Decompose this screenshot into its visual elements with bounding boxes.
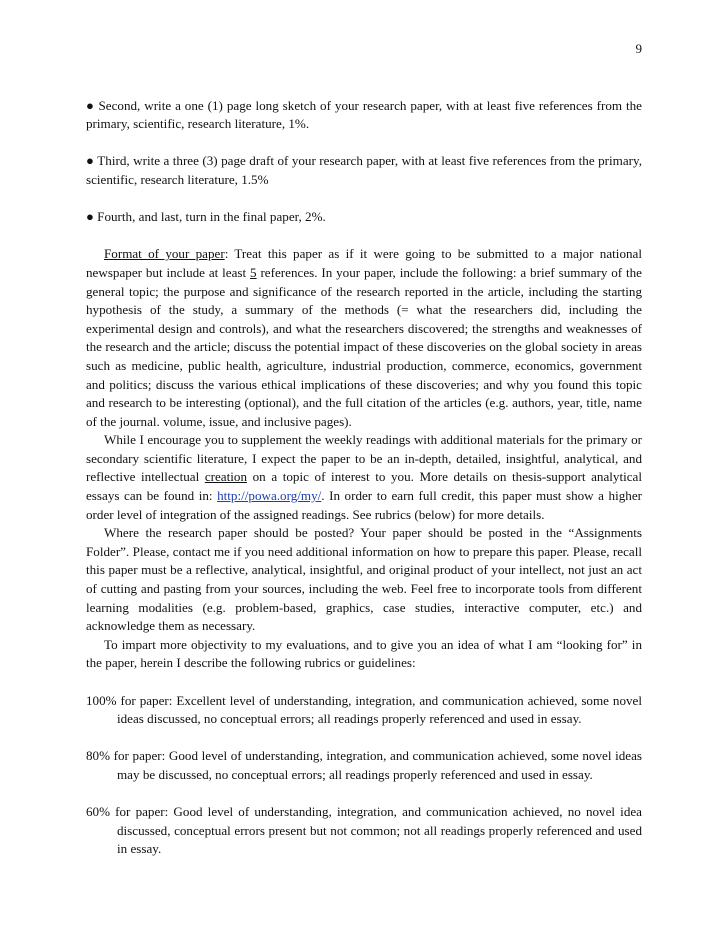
rubric-60: 60% for paper: Good level of understanding, integration, and communication achieved, no novel idea discussed, conceptual errors present but not common; not all readings properly referenced and used in essay. bbox=[86, 804, 642, 857]
format-paragraph bbox=[86, 245, 642, 431]
bullet-second: ● Second, write a one (1) page long sketch of your research paper, with at least five references from the primary, scientific, research literature, 1%. bbox=[86, 97, 642, 132]
bullet-third: ● Third, write a three (3) page draft of your research paper, with at least five references from the primary, scientific, research literature, 1.5% bbox=[86, 153, 642, 187]
bullet-fourth: ● Fourth, and last, turn in the final paper, 2%. bbox=[86, 209, 326, 225]
encourage-paragraph bbox=[86, 431, 642, 524]
reference-count: 5 bbox=[250, 264, 257, 280]
powa-link[interactable]: http://powa.org/my/ bbox=[217, 488, 322, 504]
encourage-text-b: on a topic of interest to you. More details on thesis-support analytical essays can be found in: bbox=[86, 469, 642, 504]
encourage-text-c: . In order to earn full credit, this paper must show a higher order level of integration of the assigned readings. See rubrics (below) for more details. bbox=[86, 488, 642, 522]
objectivity-paragraph: To impart more objectivity to my evaluations, and to give you an idea of what I am “looking for” in the paper, herein I describe the following rubrics or guidelines: bbox=[86, 636, 642, 671]
format-heading: Format of your paper bbox=[104, 246, 225, 262]
format-text-b: references. In your paper, include the following: a brief summary of the general topic; the purpose and significance of the research reported in the article, including the starting hypothesis of the study, a summary of the methods (= what the researchers did, including the experimental design and controls), and what the researchers discovered; the strengths and weaknesses of the research and the article; discuss the potential impact of these discoveries on the global society in areas such as medicine, public health, agriculture, industrial production, commerce, economics, government and politics; discuss the various ethical implications of these discoveries; and why you found this topic and research to be interesting (optional), and the full citation of the articles (e.g. authors, year, title, name of the journal. volume, issue, and inclusive pages). bbox=[86, 264, 642, 429]
rubric-80: 80% for paper: Good level of understanding, integration, and communication achieved, some novel ideas may be discussed, no conceptual errors; all readings properly referenced and used in essay. bbox=[86, 748, 642, 782]
page-number: 9 bbox=[635, 41, 642, 56]
format-text-a: : Treat this paper as if it were going to be submitted to a major national newspaper but include at least bbox=[86, 246, 642, 280]
creation-word: creation bbox=[204, 469, 247, 485]
rubric-100: 100% for paper: Excellent level of understanding, integration, and communication achieved, some novel ideas discussed, no conceptual errors; all readings properly referenced and used in essay. bbox=[86, 692, 642, 727]
encourage-text-a: While I encourage you to supplement the weekly readings with additional materials for the primary or secondary scientific literature, I expect the paper to be an in-depth, detailed, insightful, analytical, and reflective intellectual bbox=[86, 432, 642, 485]
posting-paragraph: Where the research paper should be posted? Your paper should be posted in the “Assignments Folder”. Please, contact me if you need additional information on how to prepare this paper. Please, recall this paper must be a reflective, analytical, insightful, and original product of your intellect, not just an act of cutting and pasting from your sources, including the web. Feel free to incorporate tools from different learning modalities (e.g. problem-based, graphics, case studies, interactive computer, etc.) and acknowledge them as necessary. bbox=[86, 525, 642, 634]
